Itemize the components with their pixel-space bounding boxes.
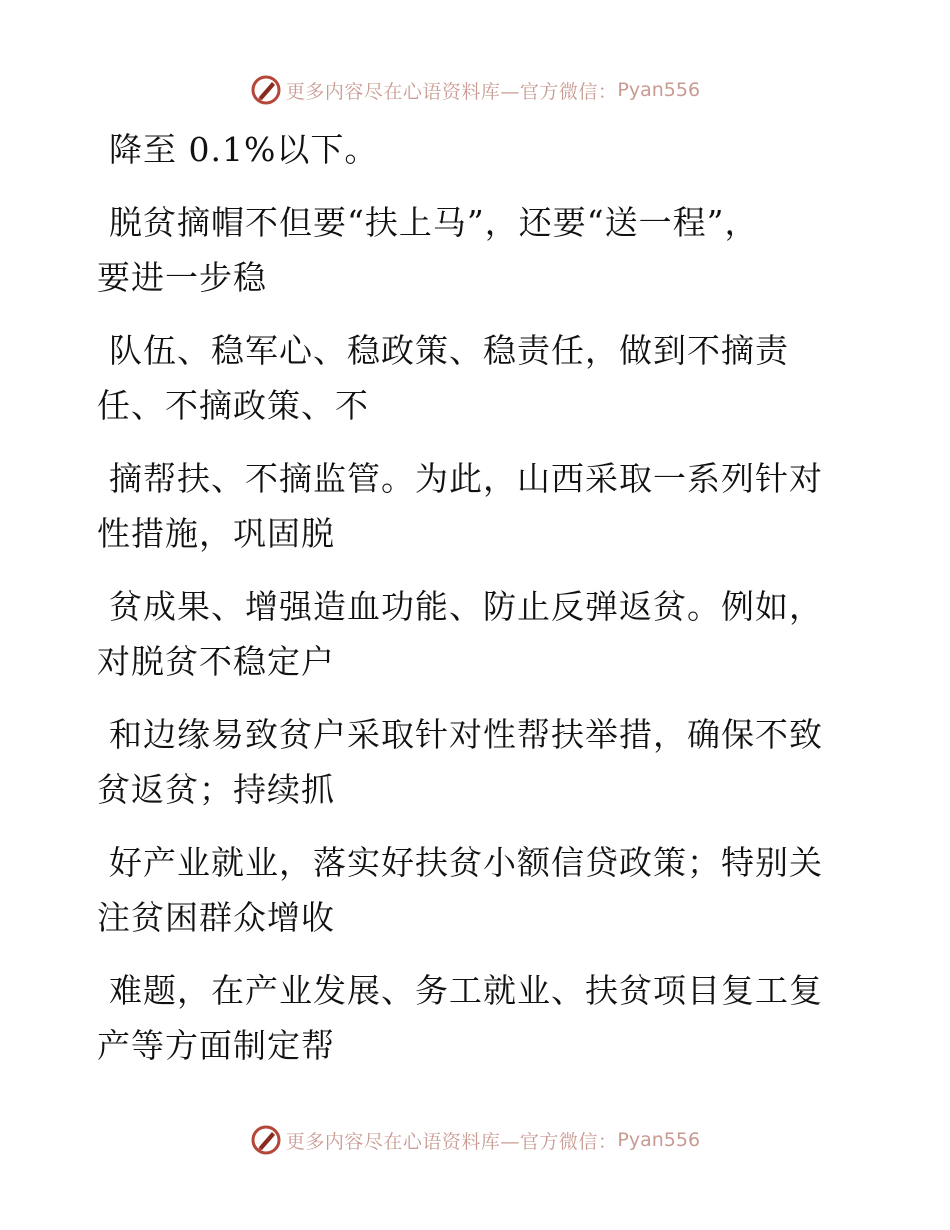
paragraph-6-line-1: 和边缘易致贫户采取针对性帮扶举措，确保不致 xyxy=(109,715,823,754)
paragraph-7-line-1: 好产业就业，落实好扶贫小额信贷政策；特别关 xyxy=(109,843,823,882)
paragraph-4-line-1: 摘帮扶、不摘监管。为此，山西采取一系列针对 xyxy=(109,459,823,498)
paragraph-5-line-1: 贫成果、增强造血功能、防止反弹返贫。例如， xyxy=(109,587,823,626)
paragraph-6-line-2: 贫返贫；持续抓 xyxy=(97,770,335,809)
footer-banner-text: 更多内容尽在心语资料库—官方微信： xyxy=(285,1130,618,1153)
paragraph-8-line-1: 难题，在产业发展、务工就业、扶贫项目复工复 xyxy=(109,971,823,1010)
footer-banner-wechat-id: Pyan556 xyxy=(617,1129,701,1151)
pen-circle-logo-icon xyxy=(250,1124,282,1156)
paragraph-1-line-1: 降至 0.1%以下。 xyxy=(109,130,379,169)
paragraph-4-line-2: 性措施，巩固脱 xyxy=(97,514,335,553)
paragraph-5-line-2: 对脱贫不稳定户 xyxy=(97,642,335,681)
paragraph-3-line-2: 任、不摘政策、不 xyxy=(97,386,369,425)
pen-circle-logo-icon xyxy=(250,74,282,106)
footer-watermark-banner xyxy=(0,1120,950,1160)
paragraph-8-line-2: 产等方面制定帮 xyxy=(97,1026,335,1065)
header-banner-wechat-id: Pyan556 xyxy=(617,79,701,101)
header-watermark-banner xyxy=(0,70,950,110)
paragraph-7-line-2: 注贫困群众增收 xyxy=(97,898,335,937)
header-banner-text: 更多内容尽在心语资料库—官方微信： xyxy=(285,80,618,103)
paragraph-3-line-1: 队伍、稳军心、稳政策、稳责任，做到不摘责 xyxy=(109,331,789,370)
paragraph-2-line-2: 要进一步稳 xyxy=(97,258,267,297)
paragraph-2-line-1: 脱贫摘帽不但要“扶上马”，还要“送一程”， xyxy=(109,203,759,242)
document-body xyxy=(97,122,837,1073)
